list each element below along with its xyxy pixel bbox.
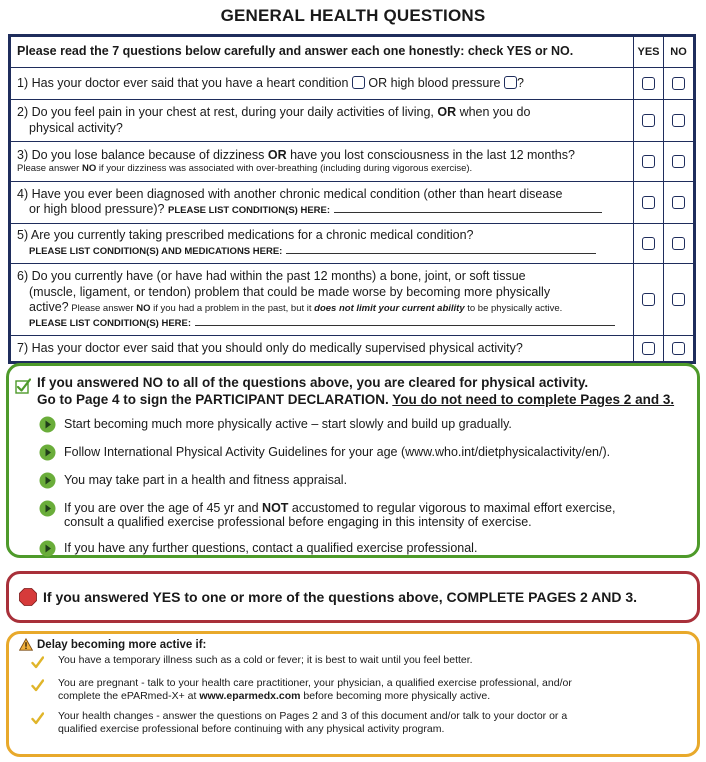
list-item — [39, 501, 689, 529]
question-4-text-b: or high blood pressure)? — [29, 202, 165, 216]
q4-no-checkbox[interactable] — [672, 196, 685, 209]
stop-sign-icon — [19, 588, 37, 606]
cleared-section — [6, 363, 700, 558]
q3-note-a: Please answer — [17, 163, 82, 175]
q6-no-checkbox[interactable] — [672, 293, 685, 306]
green-arrow-icon — [39, 416, 56, 433]
question-6-text: 6) Do you currently have (or have had within the past 12 months) a bone, joint, or soft tissue — [17, 269, 526, 284]
question-2-text-c: physical activity? — [29, 120, 123, 135]
q1-no-checkbox[interactable] — [672, 77, 685, 90]
delay-item-text — [58, 710, 567, 735]
cleared-bullets — [39, 417, 689, 569]
question-3-or: OR — [267, 147, 287, 162]
delay-section — [6, 631, 700, 757]
question-4-text: 4) Have you ever been diagnosed with another chronic medical condition (other than heart disease — [17, 186, 563, 201]
list-item — [39, 541, 689, 557]
question-2-text: 2) Do you feel pain in your chest at rest, during your daily activities of living, — [17, 105, 438, 119]
green-checkmark-icon — [15, 378, 31, 394]
question-4-list-label: PLEASE LIST CONDITION(S) HERE: — [167, 205, 331, 216]
no-column-header: NO — [663, 37, 693, 67]
question-3-text-b: have you lost consciousness in the last 12 months? — [286, 147, 575, 162]
question-4-list-field[interactable] — [334, 203, 602, 213]
question-2-text-b: when you do — [456, 105, 531, 119]
heart-condition-checkbox[interactable] — [352, 76, 365, 89]
question-row-1 — [11, 67, 693, 99]
q3-yes-checkbox[interactable] — [642, 155, 655, 168]
bullet-text: You may take part in a health and fitness appraisal. — [64, 473, 348, 487]
q4-yes-checkbox[interactable] — [642, 196, 655, 209]
question-row-2 — [11, 99, 693, 141]
bullet-text — [64, 501, 615, 529]
q7-yes-checkbox[interactable] — [642, 342, 655, 355]
q6-note-c: if you had a problem in the past, but it — [150, 303, 315, 315]
bullet-4-d: consult a qualified exercise professional before engaging in this intensity of exercise. — [64, 515, 532, 529]
q3-note-c: if your dizziness was associated with over-breathing (including during vigorous exercise). — [96, 163, 473, 175]
delay-item-2-a: You are pregnant - talk to your health care practitioner, your physician, a qualified exercise professional, and/or — [58, 677, 572, 689]
question-7-text: 7) Has your doctor ever said that you should only do medically supervised physical activity? — [17, 340, 523, 355]
q3-note-no: NO — [81, 163, 97, 175]
high-blood-pressure-checkbox[interactable] — [504, 76, 517, 89]
list-item — [31, 654, 689, 669]
yellow-check-icon — [31, 679, 44, 692]
delay-item-text: You have a temporary illness such as a cold or fever; it is best to wait until you feel better. — [58, 654, 473, 666]
q6-note-no: NO — [136, 303, 151, 315]
question-3-note — [17, 163, 627, 175]
q5-no-checkbox[interactable] — [672, 237, 685, 250]
green-arrow-icon — [39, 500, 56, 517]
warning-icon — [19, 638, 33, 651]
q1-yes-checkbox[interactable] — [642, 77, 655, 90]
delay-item-3-b: qualified exercise professional before continuing with any physical activity program. — [58, 722, 445, 735]
cleared-heading — [37, 374, 674, 408]
question-row-4 — [11, 181, 693, 223]
q6-yes-checkbox[interactable] — [642, 293, 655, 306]
delay-item-2-d: before becoming more physically active. — [300, 689, 491, 702]
q2-yes-checkbox[interactable] — [642, 114, 655, 127]
yes-section-text: If you answered YES to one or more of the questions above, COMPLETE PAGES 2 AND 3. — [43, 589, 638, 605]
q6-note-e: to be physically active. — [464, 303, 563, 315]
list-item — [39, 417, 689, 433]
delay-item-text — [58, 677, 572, 702]
question-5-list-label: PLEASE LIST CONDITION(S) AND MEDICATIONS HERE: — [29, 246, 283, 257]
question-row-7 — [11, 335, 693, 361]
question-2-or: OR — [437, 105, 457, 119]
list-item — [39, 445, 689, 461]
question-1-text: 1) Has your doctor ever said that you have a heart condition — [17, 75, 349, 90]
question-row-3 — [11, 141, 693, 181]
green-arrow-icon — [39, 472, 56, 489]
question-6-list-field[interactable] — [195, 316, 615, 326]
cleared-line-2-underline: You do not need to complete Pages 2 and 3. — [392, 392, 675, 407]
question-3-text: 3) Do you lose balance because of dizziness — [17, 147, 268, 162]
question-6-list-label: PLEASE LIST CONDITION(S) HERE: — [29, 317, 192, 329]
question-5-list-field[interactable] — [286, 244, 596, 254]
yes-column-header: YES — [633, 37, 663, 67]
yellow-check-icon — [31, 656, 44, 669]
delay-item-2-b: complete the ePARmed-X+ at — [58, 689, 200, 702]
list-item — [31, 710, 689, 735]
q5-yes-checkbox[interactable] — [642, 237, 655, 250]
table-header-row — [11, 37, 693, 67]
question-1-text-b: OR high blood pressure — [368, 75, 501, 90]
cleared-line-1: If you answered NO to all of the questions above, you are cleared for physical activity. — [37, 375, 589, 390]
yellow-check-icon — [31, 712, 44, 725]
q2-no-checkbox[interactable] — [672, 114, 685, 127]
questions-table — [8, 34, 696, 364]
list-item — [31, 677, 689, 702]
yes-section — [6, 571, 700, 623]
cleared-line-2: Go to Page 4 to sign the PARTICIPANT DECLARATION. — [37, 392, 389, 407]
bullet-4-a: If you are over the age of 45 yr and — [64, 501, 263, 515]
delay-item-3-a: Your health changes - answer the questions on Pages 2 and 3 of this document and/or talk to your doctor or a — [58, 710, 568, 722]
bullet-text: Follow International Physical Activity Guidelines for your age (www.who.int/dietphysicalactivity/en/). — [64, 445, 611, 459]
question-6-text-b: (muscle, ligament, or tendon) problem that could be made worse by becoming more physically — [29, 284, 551, 299]
question-1-mark: ? — [516, 75, 524, 90]
green-arrow-icon — [39, 540, 56, 557]
bullet-text: If you have any further questions, contact a qualified exercise professional. — [64, 541, 478, 555]
bullet-4-not: NOT — [262, 501, 289, 515]
green-arrow-icon — [39, 444, 56, 461]
q7-no-checkbox[interactable] — [672, 342, 685, 355]
delay-heading: Delay becoming more active if: — [37, 638, 207, 651]
question-6-text-c: active? — [29, 300, 69, 315]
question-row-6 — [11, 263, 693, 335]
q6-note-a: Please answer — [68, 303, 137, 315]
bullet-4-c: accustomed to regular vigorous to maximal effort exercise, — [288, 501, 616, 515]
eparmedx-link[interactable]: www.eparmedx.com — [199, 689, 301, 702]
bullet-text: Start becoming much more physically active – start slowly and build up gradually. — [64, 417, 512, 431]
q3-no-checkbox[interactable] — [672, 155, 685, 168]
instruction-text: Please read the 7 questions below carefully and answer each one honestly: check YES or NO. — [17, 44, 574, 59]
q6-note-d: does not limit your current ability — [314, 303, 465, 315]
list-item — [39, 473, 689, 489]
question-row-5 — [11, 223, 693, 263]
question-5-text: 5) Are you currently taking prescribed medications for a chronic medical condition? — [17, 227, 474, 242]
page-title: GENERAL HEALTH QUESTIONS — [220, 6, 486, 25]
